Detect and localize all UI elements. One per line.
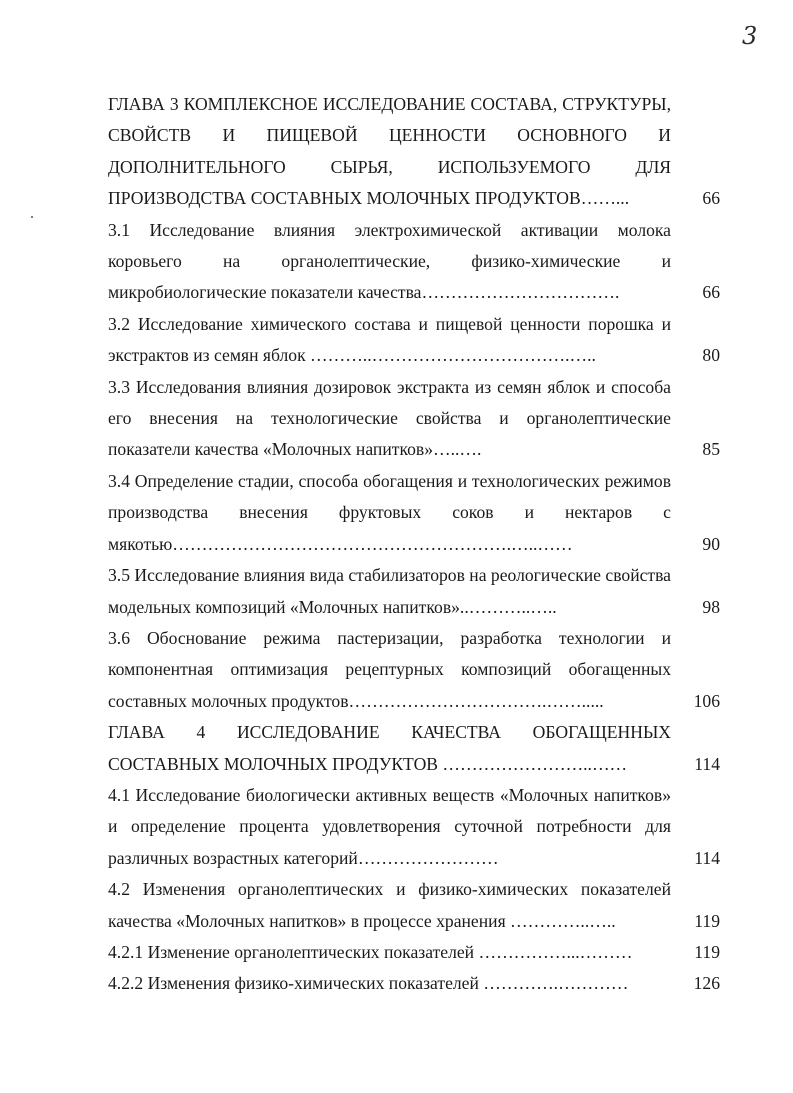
table-of-contents <box>108 89 720 1000</box>
toc-entry-3-4[interactable] <box>108 466 720 560</box>
toc-entry-3-1[interactable] <box>108 215 720 309</box>
toc-entry-text: 4.2.2 Изменения физико-химических показателей ………….………… <box>108 973 629 994</box>
toc-entry-text: 3.3 Исследования влияния дозировок экстракта из семян яблок и способа его внесения на технологические свойства и органолептические показатели качества «Молочных напитков»…..…. <box>108 376 671 460</box>
toc-entry-chapter-4[interactable] <box>108 717 720 780</box>
scan-speck <box>31 216 33 218</box>
toc-entry-page: 66 <box>702 188 720 209</box>
toc-entry-page: 119 <box>694 941 720 962</box>
toc-entry-3-2[interactable] <box>108 309 720 372</box>
toc-entry-page: 90 <box>702 533 720 554</box>
toc-entry-text: 4.2.1 Изменение органолептических показателей ……………...……… <box>108 941 633 962</box>
toc-entry-4-2[interactable] <box>108 874 720 937</box>
toc-entry-page: 80 <box>702 345 720 366</box>
toc-entry-4-2-2[interactable] <box>108 968 720 999</box>
toc-entry-text: ГЛАВА 4 ИССЛЕДОВАНИЕ КАЧЕСТВА ОБОГАЩЕННЫХ СОСТАВНЫХ МОЛОЧНЫХ ПРОДУКТОВ ……………………..…… <box>108 722 671 774</box>
toc-entry-page: 106 <box>693 690 720 711</box>
handwritten-page-number: 3 <box>742 22 758 50</box>
toc-entry-text: 3.6 Обоснование режима пастеризации, разработка технологии и компонентная оптимизация рецептурных композиций обогащенных составных молочных продуктов…………………………….……..... <box>108 627 671 711</box>
toc-entry-3-6[interactable] <box>108 623 720 717</box>
toc-entry-text: ГЛАВА 3 КОМПЛЕКСНОЕ ИССЛЕДОВАНИЕ СОСТАВА, СТРУКТУРЫ, СВОЙСТВ И ПИЩЕВОЙ ЦЕННОСТИ ОСНОВНОГО И ДОПОЛНИТЕЛЬНОГО СЫРЬЯ, ИСПОЛЬЗУЕМОГО ДЛЯ ПРОИЗВОДСТВА СОСТАВНЫХ МОЛОЧНЫХ ПРОДУКТОВ……... <box>108 94 671 209</box>
toc-entry-chapter-3[interactable] <box>108 89 720 215</box>
toc-entry-text: 3.4 Определение стадии, способа обогащения и технологических режимов производства внесения фруктовых соков и нектаров с мякотью………………………………………………….…..…… <box>108 470 671 554</box>
toc-entry-text: 3.1 Исследование влияния электрохимической активации молока коровьего на органолептические, физико-химические и микробиологические показатели качества……………………………. <box>108 219 671 303</box>
toc-entry-text: 4.1 Исследование биологически активных веществ «Молочных напитков» и определение процента удовлетворения суточной потребности для различных возрастных категорий…………………… <box>108 784 671 868</box>
toc-entry-4-1[interactable] <box>108 780 720 874</box>
toc-entry-page: 114 <box>694 847 720 868</box>
toc-entry-page: 126 <box>693 973 720 994</box>
toc-entry-text: 3.2 Исследование химического состава и пищевой ценности порошка и экстрактов из семян яблок ………..…………………………….….. <box>108 313 671 366</box>
toc-entry-page: 85 <box>702 439 720 460</box>
toc-entry-page: 66 <box>702 282 720 303</box>
toc-entry-3-3[interactable] <box>108 372 720 466</box>
toc-entry-page: 119 <box>694 910 720 931</box>
toc-entry-page: 98 <box>702 596 720 617</box>
toc-entry-page: 114 <box>694 753 720 774</box>
toc-entry-3-5[interactable] <box>108 560 720 623</box>
toc-entry-text: 4.2 Изменения органолептических и физико-химических показателей качества «Молочных напитков» в процессе хранения …………..….. <box>108 879 671 931</box>
toc-entry-text: 3.5 Исследование влияния вида стабилизаторов на реологические свойства модельных композиций «Молочных напитков»..………..….. <box>108 565 671 617</box>
toc-entry-4-2-1[interactable] <box>108 937 720 968</box>
